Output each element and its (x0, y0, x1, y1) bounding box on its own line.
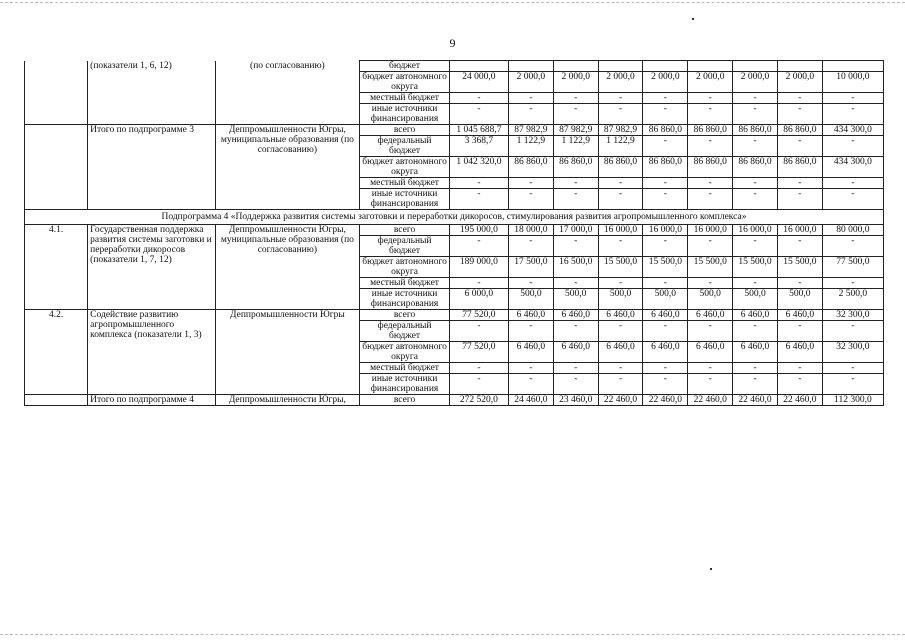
amount-cell: - (643, 136, 688, 157)
amount-cell: 23 460,0 (553, 395, 598, 406)
amount-cell: - (777, 104, 822, 125)
amount-cell: 2 000,0 (508, 72, 553, 93)
amount-cell: 16 000,0 (777, 225, 822, 236)
amount-cell: 6 460,0 (508, 342, 553, 363)
amount-cell: 189 000,0 (449, 257, 508, 278)
amount-cell (449, 61, 508, 72)
amount-cell: 15 500,0 (777, 257, 822, 278)
amount-cell: - (643, 93, 688, 104)
amount-cell: - (733, 189, 778, 210)
amount-cell: - (553, 93, 598, 104)
amount-cell: - (643, 104, 688, 125)
amount-cell: - (688, 321, 733, 342)
funding-source: бюджет автономного округа (360, 257, 450, 278)
amount-cell: - (598, 374, 643, 395)
funding-source: всего (360, 225, 450, 236)
amount-cell: 6 460,0 (777, 310, 822, 321)
amount-cell: 86 860,0 (553, 157, 598, 178)
amount-cell (553, 61, 598, 72)
amount-cell: 500,0 (733, 289, 778, 310)
amount-cell: - (553, 278, 598, 289)
amount-cell: 32 300,0 (822, 310, 883, 321)
amount-cell: 2 000,0 (688, 72, 733, 93)
amount-cell: 24 460,0 (508, 395, 553, 406)
amount-cell: - (449, 374, 508, 395)
amount-cell: - (822, 321, 883, 342)
funding-source: бюджет (360, 61, 450, 72)
amount-cell: - (598, 321, 643, 342)
amount-cell: - (598, 93, 643, 104)
amount-cell: - (733, 278, 778, 289)
amount-cell: 32 300,0 (822, 342, 883, 363)
amount-cell: - (733, 236, 778, 257)
amount-cell: 6 460,0 (733, 310, 778, 321)
funding-source: иные источники финансирования (360, 374, 450, 395)
item-number (25, 125, 88, 210)
amount-cell: 500,0 (508, 289, 553, 310)
amount-cell: - (777, 93, 822, 104)
amount-cell: 16 500,0 (553, 257, 598, 278)
amount-cell: 3 368,7 (449, 136, 508, 157)
amount-cell: 15 500,0 (733, 257, 778, 278)
amount-cell: 77 520,0 (449, 342, 508, 363)
amount-cell: - (508, 363, 553, 374)
amount-cell: 195 000,0 (449, 225, 508, 236)
amount-cell: 6 460,0 (688, 342, 733, 363)
amount-cell: 6 460,0 (733, 342, 778, 363)
amount-cell: - (643, 363, 688, 374)
amount-cell: 434 300,0 (822, 125, 883, 136)
amount-cell: 86 860,0 (688, 125, 733, 136)
amount-cell: 16 000,0 (688, 225, 733, 236)
amount-cell: 6 460,0 (553, 342, 598, 363)
amount-cell: - (598, 363, 643, 374)
amount-cell: - (822, 363, 883, 374)
amount-cell: 77 520,0 (449, 310, 508, 321)
amount-cell: 22 460,0 (733, 395, 778, 406)
amount-cell: - (449, 321, 508, 342)
amount-cell: 6 000,0 (449, 289, 508, 310)
amount-cell (508, 61, 553, 72)
funding-source: иные источники финансирования (360, 104, 450, 125)
amount-cell: 2 000,0 (598, 72, 643, 93)
amount-cell (733, 61, 778, 72)
amount-cell: 87 982,9 (598, 125, 643, 136)
amount-cell: - (643, 178, 688, 189)
item-number: 4.2. (25, 310, 88, 395)
amount-cell: 86 860,0 (643, 125, 688, 136)
amount-cell: - (777, 363, 822, 374)
amount-cell: 86 860,0 (643, 157, 688, 178)
amount-cell: - (643, 321, 688, 342)
amount-cell: - (822, 236, 883, 257)
amount-cell: 22 460,0 (688, 395, 733, 406)
amount-cell: 2 000,0 (643, 72, 688, 93)
amount-cell: - (733, 104, 778, 125)
responsible-executor: Деппромышленности Югры, муниципальные образования (по согласованию) (215, 225, 360, 310)
amount-cell: - (508, 93, 553, 104)
amount-cell: 112 300,0 (822, 395, 883, 406)
funding-source: бюджет автономного округа (360, 342, 450, 363)
item-number (25, 395, 88, 406)
amount-cell: - (822, 104, 883, 125)
amount-cell: 86 860,0 (777, 125, 822, 136)
amount-cell: 1 122,9 (508, 136, 553, 157)
amount-cell: - (598, 278, 643, 289)
amount-cell: - (643, 278, 688, 289)
amount-cell: 16 000,0 (598, 225, 643, 236)
amount-cell: - (688, 236, 733, 257)
funding-source: всего (360, 310, 450, 321)
amount-cell: - (777, 189, 822, 210)
amount-cell: 86 860,0 (508, 157, 553, 178)
amount-cell: 86 860,0 (733, 125, 778, 136)
amount-cell: 15 500,0 (643, 257, 688, 278)
amount-cell: 6 460,0 (598, 310, 643, 321)
amount-cell: - (688, 136, 733, 157)
amount-cell (598, 61, 643, 72)
amount-cell: - (777, 278, 822, 289)
responsible-executor: Деппромышленности Югры, муниципальные образования (по согласованию) (215, 125, 360, 210)
item-number: 4.1. (25, 225, 88, 310)
amount-cell: 6 460,0 (777, 342, 822, 363)
amount-cell: 86 860,0 (688, 157, 733, 178)
amount-cell: 16 000,0 (733, 225, 778, 236)
amount-cell: - (449, 189, 508, 210)
amount-cell: - (449, 104, 508, 125)
amount-cell (777, 61, 822, 72)
amount-cell: - (553, 236, 598, 257)
item-name: Государственная поддержка развития системы заготовки и переработки дикоросов (показатели 1, 7, 12) (88, 225, 215, 310)
page-number: 9 (449, 36, 456, 50)
table-row (25, 125, 884, 136)
amount-cell: 6 460,0 (553, 310, 598, 321)
amount-cell: - (688, 278, 733, 289)
amount-cell: - (688, 374, 733, 395)
amount-cell: 86 860,0 (598, 157, 643, 178)
subprogram-title: Подпрограмма 4 «Поддержка развития системы заготовки и переработки дикоросов, стимулирования развития агропромышленного комплекса» (25, 210, 884, 225)
amount-cell: - (822, 374, 883, 395)
item-name: Итого по подпрограмме 3 (88, 125, 215, 210)
scan-speck (692, 18, 694, 20)
amount-cell: - (688, 189, 733, 210)
amount-cell: 1 042 320,0 (449, 157, 508, 178)
amount-cell: 6 460,0 (598, 342, 643, 363)
amount-cell: - (508, 104, 553, 125)
amount-cell: - (449, 93, 508, 104)
scan-top-border (0, 2, 905, 3)
amount-cell: 17 000,0 (553, 225, 598, 236)
amount-cell: - (553, 321, 598, 342)
responsible-executor: (по согласованию) (215, 61, 360, 125)
amount-cell: 22 460,0 (777, 395, 822, 406)
amount-cell (822, 61, 883, 72)
funding-source: местный бюджет (360, 178, 450, 189)
amount-cell: - (733, 321, 778, 342)
amount-cell: - (449, 178, 508, 189)
funding-source: федеральный бюджет (360, 321, 450, 342)
amount-cell: 6 460,0 (688, 310, 733, 321)
amount-cell: - (822, 278, 883, 289)
funding-source: местный бюджет (360, 278, 450, 289)
item-number (25, 61, 88, 125)
amount-cell: 24 000,0 (449, 72, 508, 93)
funding-source: местный бюджет (360, 93, 450, 104)
amount-cell: 1 122,9 (598, 136, 643, 157)
amount-cell: - (598, 189, 643, 210)
amount-cell: - (643, 374, 688, 395)
amount-cell: - (733, 93, 778, 104)
amount-cell: 2 000,0 (553, 72, 598, 93)
amount-cell: - (449, 278, 508, 289)
amount-cell: 18 000,0 (508, 225, 553, 236)
funding-source: иные источники финансирования (360, 289, 450, 310)
amount-cell (643, 61, 688, 72)
amount-cell: - (553, 104, 598, 125)
amount-cell: - (777, 136, 822, 157)
amount-cell: - (777, 178, 822, 189)
amount-cell: 15 500,0 (688, 257, 733, 278)
amount-cell: 434 300,0 (822, 157, 883, 178)
amount-cell: - (508, 236, 553, 257)
amount-cell: - (508, 374, 553, 395)
amount-cell: - (508, 178, 553, 189)
amount-cell: 80 000,0 (822, 225, 883, 236)
funding-source: иные источники финансирования (360, 189, 450, 210)
amount-cell: 500,0 (643, 289, 688, 310)
amount-cell: 77 500,0 (822, 257, 883, 278)
amount-cell: 86 860,0 (777, 157, 822, 178)
amount-cell: - (777, 374, 822, 395)
amount-cell: - (508, 189, 553, 210)
table-row (25, 395, 884, 406)
amount-cell: - (508, 278, 553, 289)
responsible-executor: Деппромышленности Югры, (215, 395, 360, 406)
item-name: (показатели 1, 6, 12) (88, 61, 215, 125)
amount-cell: 22 460,0 (643, 395, 688, 406)
amount-cell: 1 122,9 (553, 136, 598, 157)
amount-cell: - (733, 178, 778, 189)
item-name: Итого по подпрограмме 4 (88, 395, 215, 406)
amount-cell: 272 520,0 (449, 395, 508, 406)
budget-table (24, 60, 884, 406)
item-name: Содействие развитию агропромышленного комплекса (показатели 1, 3) (88, 310, 215, 395)
amount-cell: 17 500,0 (508, 257, 553, 278)
amount-cell: - (553, 374, 598, 395)
amount-cell: 6 460,0 (643, 342, 688, 363)
funding-source: всего (360, 125, 450, 136)
amount-cell: 15 500,0 (598, 257, 643, 278)
amount-cell: - (822, 136, 883, 157)
amount-cell: 22 460,0 (598, 395, 643, 406)
funding-source: всего (360, 395, 450, 406)
amount-cell: 86 860,0 (733, 157, 778, 178)
amount-cell: - (688, 93, 733, 104)
amount-cell: - (643, 189, 688, 210)
amount-cell (688, 61, 733, 72)
amount-cell: 500,0 (553, 289, 598, 310)
amount-cell: 2 500,0 (822, 289, 883, 310)
responsible-executor: Деппромышленности Югры (215, 310, 360, 395)
amount-cell: - (449, 236, 508, 257)
amount-cell: - (822, 189, 883, 210)
amount-cell: 1 045 688,7 (449, 125, 508, 136)
amount-cell: - (553, 363, 598, 374)
amount-cell: 2 000,0 (777, 72, 822, 93)
amount-cell: - (733, 374, 778, 395)
funding-source: местный бюджет (360, 363, 450, 374)
amount-cell: - (733, 363, 778, 374)
table-row (25, 225, 884, 236)
amount-cell: 16 000,0 (643, 225, 688, 236)
amount-cell: - (777, 236, 822, 257)
amount-cell: - (643, 236, 688, 257)
amount-cell: - (777, 321, 822, 342)
amount-cell: 2 000,0 (733, 72, 778, 93)
funding-source: федеральный бюджет (360, 136, 450, 157)
amount-cell: - (822, 93, 883, 104)
amount-cell: - (822, 178, 883, 189)
subprogram-header-row (25, 210, 884, 225)
funding-source: бюджет автономного округа (360, 157, 450, 178)
amount-cell: 500,0 (598, 289, 643, 310)
funding-source: бюджет автономного округа (360, 72, 450, 93)
scan-speck (710, 568, 712, 570)
table-row (25, 310, 884, 321)
funding-source: федеральный бюджет (360, 236, 450, 257)
amount-cell: - (688, 104, 733, 125)
amount-cell: - (553, 178, 598, 189)
amount-cell: - (508, 321, 553, 342)
amount-cell: - (733, 136, 778, 157)
amount-cell: 6 460,0 (508, 310, 553, 321)
amount-cell: - (598, 104, 643, 125)
table-row (25, 61, 884, 72)
amount-cell: 87 982,9 (508, 125, 553, 136)
amount-cell: - (553, 189, 598, 210)
amount-cell: - (598, 236, 643, 257)
amount-cell: - (598, 178, 643, 189)
scan-bottom-border (0, 634, 905, 635)
amount-cell: - (688, 178, 733, 189)
amount-cell: 6 460,0 (643, 310, 688, 321)
amount-cell: 500,0 (777, 289, 822, 310)
amount-cell: - (688, 363, 733, 374)
amount-cell: - (449, 363, 508, 374)
amount-cell: 87 982,9 (553, 125, 598, 136)
amount-cell: 10 000,0 (822, 72, 883, 93)
amount-cell: 500,0 (688, 289, 733, 310)
table-body (25, 61, 884, 406)
